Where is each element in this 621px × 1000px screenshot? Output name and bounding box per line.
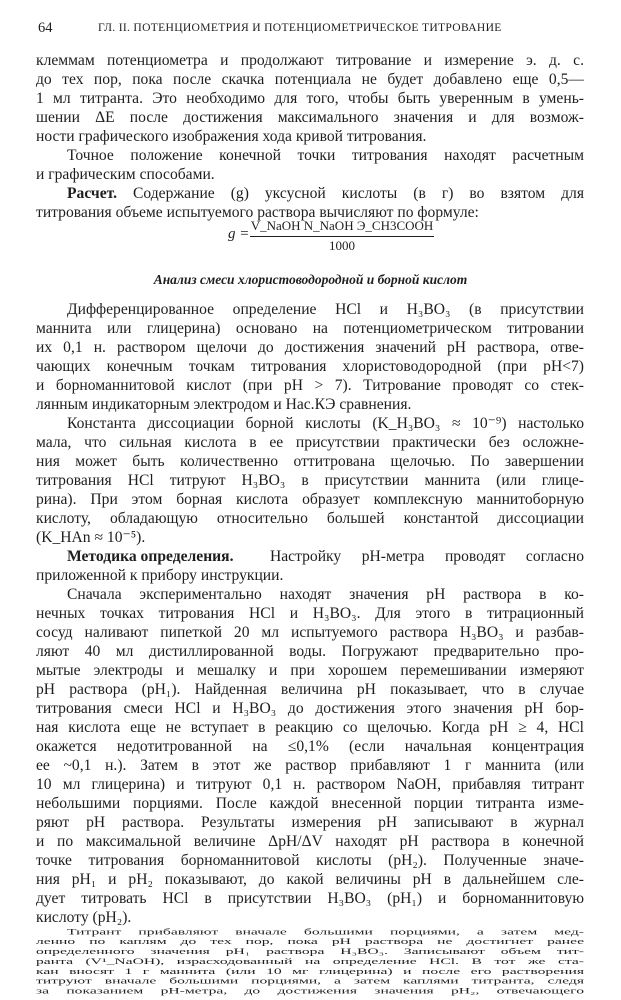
text-line: дует титровать HCl в присутствии H₃BO₃ (pH₁) и борноманнитовую [36, 890, 584, 907]
text-line: Точное положение конечной точки титрования находят расчетным [67, 147, 584, 164]
text-line: определенного значения pH₁ раствора H₃BO₃. Записывают объем тит- [36, 947, 584, 957]
text-line: небольшими порциями. После каждой внесенной порции титранта изме- [36, 795, 584, 812]
text-line: за показанием pH-метра, до достижения значения pH₂, отвечающего [36, 986, 584, 996]
text-line: клеммам потенциометра и продолжают титрование и измерение э. д. с. [36, 52, 584, 69]
text-line: ее ~0,1 н.). Затем в этот же раствор прибавляют 1 г маннита (или [36, 757, 584, 774]
section-title: Анализ смеси хлористоводородной и борной кислот [153, 272, 468, 287]
text-line: ная кислота еще не вступает в реакцию со щелочью. Когда pH ≥ 4, HCl [36, 719, 584, 736]
text-line: их 0,1 н. раствором щелочи до достижения значений pH раствора, отве- [36, 339, 584, 356]
text-line: ности графического изображения хода кривой титрования. [36, 128, 427, 145]
text-line: ляют 40 мл дистиллированной воды. Погружают предварительно про- [36, 643, 584, 660]
text-line: Сначала экспериментально находят значения pH раствора в ко- [67, 586, 584, 603]
text-line: ния может быть количественно оттитрована щелочью. По завершении [36, 453, 584, 470]
text-line-hidden [67, 927, 584, 946]
text-line: Содержание (g) уксусной кислоты (в г) во взятом для [133, 185, 584, 202]
formula-numerator: V_NaOH N_NaOH Э_CH3COOH [250, 218, 434, 233]
text-line: сосуд наливают пипеткой 20 мл испытуемого раствора H₃BO₃ и разбав- [36, 624, 584, 641]
text-line: приложенной к прибору инструкции. [36, 567, 284, 584]
text-line: (K_HAn ≈ 10⁻⁵). [36, 529, 146, 546]
formula-lhs: g = [228, 226, 250, 242]
text-line: шении ΔE после достижения максимального значения и для возмож- [36, 109, 584, 126]
text-line: рина). При этом борная кислота образует комплексную маннитоборную [36, 491, 584, 508]
text-line: ния pH₁ и pH₂ показывают, до какой величины pH в дальнейшем сле- [36, 871, 584, 888]
text-line: титруют вначале большими порциями, а затем каплями титранта, следя [36, 976, 584, 986]
text-line: Константа диссоциации борной кислоты (K_H₃BO₃ ≈ 10⁻⁹) настолько [67, 415, 584, 432]
text-line: ранта (V¹_NaOH), израсходованный на определение HCl. В тот же ста- [36, 957, 584, 966]
text-line: мытые электроды и мешалку и при хорошем перемешивании измеряют [36, 662, 584, 679]
text-line: кислоту (pH₂). [36, 909, 132, 926]
text-line: титрования HCl титруют H₃BO₃ в присутствии маннита (или глице- [36, 472, 584, 489]
text-line: pH раствора (pH₁). Найденная величина pH показывает, что в случае [36, 681, 584, 698]
text-line: окажется недотитрованной на ≤0,1% (если начальная концентрация [36, 738, 584, 755]
text-line: кан вносят 1 г маннита (или 10 мг глицерина) и после его растворения [36, 967, 584, 976]
text-line: титрования смеси HCl и H₃BO₃ до достижения этого значения pH бор- [36, 700, 584, 717]
text-line: точке титрования борноманнитовой кислоты (pH₂). Полученные значе- [36, 852, 584, 869]
text-line: до тех пор, пока после скачка потенциала не будет добавлено еще 0,5— [36, 71, 584, 88]
text-line: Дифференцированное определение HCl и H₃BO₃ (в присутствии [67, 301, 584, 318]
text-line: 1 мл титранта. Это необходимо для того, чтобы быть уверенным в умень- [36, 90, 584, 107]
text-line: и по максимальной величине ΔpH/ΔV находят pH раствора в конечной [36, 833, 584, 850]
text-line: и борноманнитовой кислот (при pH > 7). Титрование проводят со стек- [36, 377, 584, 394]
text-line: маннита или глицерина) основано на потенциометрическом титровании [36, 320, 584, 337]
text-line: ряют pH раствора. Результаты измерения pH записывают в журнал [36, 814, 584, 831]
page-number: 64 [38, 20, 53, 36]
text-line: чающих конечным точкам титрования хлористоводородной (при pH<7) [36, 358, 584, 375]
text-line: Настройку pH-метра проводят согласно [270, 548, 584, 565]
bold-lead-raschet: Расчет. [67, 185, 118, 202]
text-line: кислоту, обладающую относительно большей константой диссоциации [36, 510, 584, 527]
running-head: ГЛ. II. ПОТЕНЦИОМЕТРИЯ И ПОТЕНЦИОМЕТРИЧЕСКОЕ ТИТРОВАНИЕ [98, 21, 502, 34]
text-line: и графическим способами. [36, 166, 215, 183]
formula-denominator: 1000 [329, 238, 355, 253]
text-line: Титрант прибавляют вначале большими порциями, а затем мед- [67, 927, 584, 937]
text-line: лянным индикаторным электродом и Нас.КЭ сравнения. [36, 396, 412, 413]
text-line: титрования объеме испытуемого раствора вычисляют по формуле: [36, 204, 479, 221]
text-line: ленно по каплям до тех пор, пока pH раствора не достигнет ранее [36, 937, 584, 947]
text-line: 10 мл глицерина) и титруют 0,1 н. раствором NaOH, прибавляя титрант [36, 776, 584, 793]
bold-lead-metodika: Методика определения. [67, 548, 234, 565]
text-line: нечных точках титрования HCl и H₃BO₃. Для этого в титрационный [36, 605, 584, 622]
text-line: мала, что сильная кислота в ее присутствии практически без осложне- [36, 434, 584, 451]
